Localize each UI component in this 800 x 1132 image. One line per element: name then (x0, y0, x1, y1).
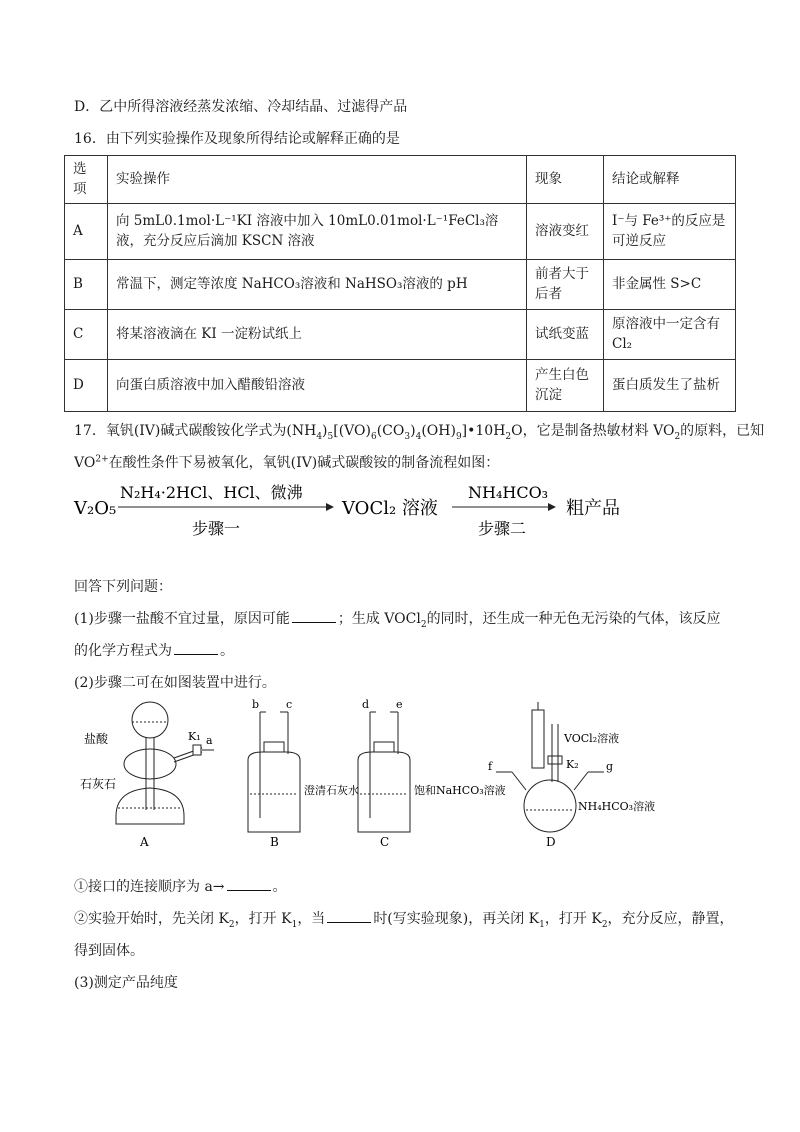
c-port-e: e (396, 698, 403, 711)
row-phenomenon: 试纸变蓝 (527, 310, 604, 360)
b-port-b: b (252, 698, 260, 711)
flow-end: 粗产品 (566, 498, 620, 519)
row-phenomenon: 溶液变红 (527, 204, 604, 260)
apparatus-c (358, 712, 410, 832)
part-2: (2)步骤二可在如图装置中进行。 (74, 675, 276, 691)
header-conclusion: 结论或解释 (604, 156, 736, 204)
row-conclusion: 原溶液中一定含有 Cl₂ (604, 310, 736, 360)
a-acid-label: 盐酸 (84, 732, 109, 746)
question-16: 16．由下列实验操作及现象所得结论或解释正确的是 (74, 131, 400, 147)
sub-question-1: ①接口的连接顺序为 a→ 。 (74, 879, 287, 895)
row-option: B (65, 260, 108, 310)
b-label: B (270, 835, 279, 849)
a-stone-label: 石灰石 (80, 777, 117, 791)
flow-reagent-2: NH₄HCO₃ (468, 483, 549, 502)
apparatus-figure (80, 698, 656, 853)
flow-arrowhead-2 (548, 503, 556, 511)
a-valve-label: K₁ (188, 730, 201, 743)
d-top-content: VOCl₂溶液 (564, 732, 620, 745)
row-operation: 将某溶液滴在 KI 一淀粉试纸上 (108, 310, 527, 360)
part-3: (3)测定产品纯度 (74, 975, 178, 991)
header-option: 选项 (65, 156, 108, 204)
table-row (65, 360, 736, 412)
row-operation: 常温下，测定等浓度 NaHCO₃溶液和 NaHSO₃溶液的 pH (108, 260, 527, 310)
flow-start: V₂O₅ (74, 498, 117, 519)
a-label: A (140, 835, 149, 849)
question-17-line2: $VO^{2+}$在酸性条件下易被氧化，氧钒(IV)碱式碳酸铵的制备流程如图： (74, 454, 500, 471)
row-option: D (65, 360, 108, 412)
flow-arrowhead-1 (326, 503, 334, 511)
question-17-line1: 17．氧钒(IV)碱式碳酸铵化学式为$(NH_4)_5[(VO)_6(CO_3)_4(OH)_9]•10H_2O$，它是制备热敏材料 $VO_2$的原料，已知 (74, 423, 765, 442)
c-content: 饱和NaHCO₃溶液 (414, 784, 506, 797)
preparation-flowchart (74, 480, 674, 540)
d-label: D (546, 835, 556, 849)
row-conclusion: 非金属性 S>C (604, 260, 736, 310)
d-port-f: f (488, 760, 493, 773)
row-conclusion: 蛋白质发生了盐析 (604, 360, 736, 412)
part-1-line1: (1)步骤一盐酸不宜过量，原因可能 ；生成 VOCl$_2$的同时，还生成一种无色无污染的气体，该反应 (74, 611, 721, 630)
row-operation: 向蛋白质溶液中加入醋酸铅溶液 (108, 360, 527, 412)
b-content: 澄清石灰水 (304, 784, 359, 797)
d-port-g: g (606, 760, 614, 773)
d-content: NH₄HCO₃溶液 (578, 800, 656, 813)
row-operation: 向 5mL0.1mol·L⁻¹KI 溶液中加入 10mL0.01mol·L⁻¹FeCl₃溶液，充分反应后滴加 KSCN 溶液 (108, 204, 527, 260)
sub-question-2: ②实验开始时，先关闭 $K_2$，打开 $K_1$，当 时(写实验现象)，再关闭 $K_1$，打开 $K_2$，充分反应，静置， (74, 911, 734, 930)
c-label: C (380, 835, 390, 849)
flow-mid: VOCl₂ 溶液 (342, 498, 438, 519)
header-operation: 实验操作 (108, 156, 527, 204)
flow-step-1: 步骤一 (192, 519, 241, 538)
option-d: D．乙中所得溶液经蒸发浓缩、冷却结晶、过滤得产品 (74, 99, 408, 115)
header-phenomenon: 现象 (527, 156, 604, 204)
answer-prompt: 回答下列问题： (74, 579, 172, 595)
table-row (65, 310, 736, 360)
sub-question-2-cont: 得到固体。 (74, 943, 144, 959)
flow-step-2: 步骤二 (478, 519, 527, 538)
table-row (65, 260, 736, 310)
table-header-row (65, 156, 736, 204)
flow-reagent-1: N₂H₄·2HCl、HCl、微沸 (120, 483, 303, 502)
a-port-label: a (206, 734, 213, 747)
row-option: C (65, 310, 108, 360)
b-port-c: c (286, 698, 293, 711)
row-phenomenon: 前者大于后者 (527, 260, 604, 310)
c-port-d: d (362, 698, 370, 711)
row-conclusion: I⁻与 Fe³⁺的反应是可逆反应 (604, 204, 736, 260)
table-row (65, 204, 736, 260)
question-16-table (64, 155, 736, 412)
row-option: A (65, 204, 108, 260)
apparatus-b (248, 712, 300, 832)
part-1-line2: 的化学方程式为 。 (74, 643, 234, 659)
apparatus-a (116, 702, 214, 824)
row-phenomenon: 产生白色沉淀 (527, 360, 604, 412)
d-valve-label: K₂ (566, 758, 579, 771)
